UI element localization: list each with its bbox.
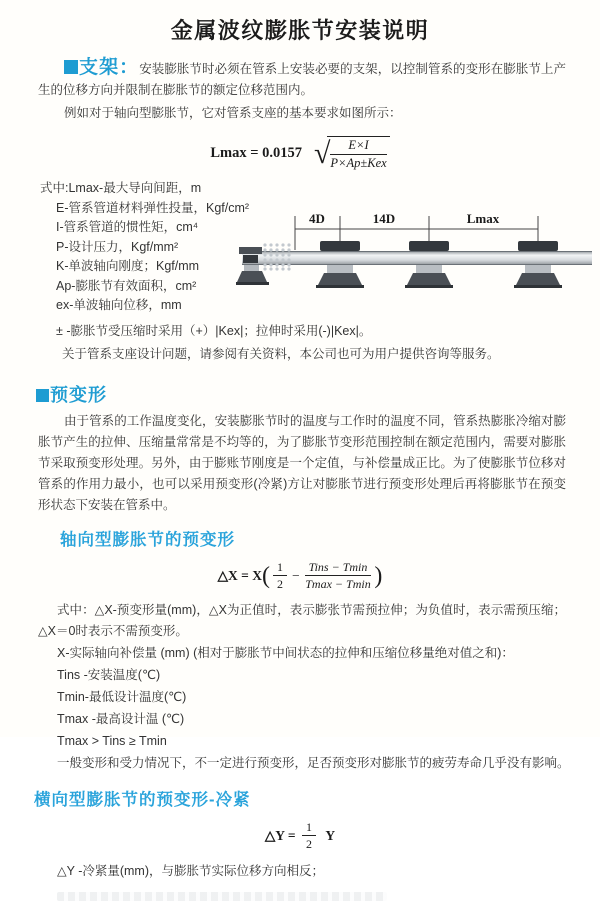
support-intro-text: 安装膨胀节时必须在管系上安装必要的支架，以控制管系的变形在膨胀节上产生的位移方向并限制在膨胀节的额定位移范围内。 xyxy=(38,62,566,97)
dim-label-14d: 14D xyxy=(372,211,396,226)
support-intro-paragraph xyxy=(38,57,566,101)
definition-line: K-单波轴向刚度；Kgf/mm xyxy=(56,259,200,273)
open-paren: ( xyxy=(261,562,270,589)
section-marker-square-icon xyxy=(36,389,49,402)
lmax-formula-lhs: Lmax = 0.0157 xyxy=(210,145,302,161)
predeform-body-text: 由于管系的工作温度变化，安装膨胀节时的温度与工作时的温度不同，管系热膨胀冷缩对膨胀节产生的拉伸、压缩量常常是不均等的，为了膨胀节变形范围控制在额定范围内，需要对膨胀节采取预变形处理。另外，由于膨账节刚度是一个定值，与补偿量成正比。为了使膨胀节位移对管系的作用力最小，也可以采用预变形(冷紧)方让对膨胀节进行预变形处理后再将膨胀节在预变形状态下安装在管系中。 xyxy=(38,414,566,512)
temp-denominator: Tmax − Tmin xyxy=(305,577,371,592)
axial-x-definition: X-实际轴向补偿量 (mm) (相对于膨胀节中间状态的拉伸和压缩位移量绝对值之和)： xyxy=(57,645,514,660)
lateral-y-definition: △Y -冷紧量(mm)，与膨胀节实际位移方向相反； xyxy=(57,863,325,878)
pipe-support-diagram-svg xyxy=(238,205,596,303)
faded-cutoff-text-line xyxy=(57,892,387,901)
section-marker-square-icon xyxy=(64,60,78,74)
axial-note: 一般变形和受力情况下，不一定进行预变形，足否预变形对膨胀节的疲劳寿命几乎没有影响。 xyxy=(57,755,570,770)
half-fraction xyxy=(273,560,287,592)
section-predeform-heading xyxy=(36,381,600,407)
minus-sign: − xyxy=(291,567,300,583)
lateral-formula xyxy=(0,820,600,852)
section-support-title: 支架： xyxy=(79,57,140,78)
definition-line: ex-单波轴向位移，mm xyxy=(56,298,182,312)
axial-subsection-heading: 轴向型膨胀节的预变形 xyxy=(60,531,235,549)
support-example-text: 例如对于轴向型膨胀节，它对管系支座的基本要求如图所示： xyxy=(64,106,402,120)
axial-formula xyxy=(0,560,600,592)
temp-definition: Tmin-最低设计温度(℃) xyxy=(57,689,187,704)
temperature-fraction xyxy=(305,560,372,592)
dim-label-lmax: Lmax xyxy=(466,211,500,226)
close-paren: ) xyxy=(374,562,383,589)
page-title: 金属波纹膨胀节安装说明 xyxy=(170,18,430,43)
lateral-formula-rhs: Y xyxy=(325,827,336,843)
half-numerator: 1 xyxy=(273,560,287,576)
temp-numerator: Tins − Tmin xyxy=(305,560,372,576)
definition-line: I-管系管道的惯性矩，cm⁴ xyxy=(56,220,199,234)
temp-inequality: Tmax > Tins ≥ Tmin xyxy=(57,733,167,748)
definition-line: 式中:Lmax-最大导向间距，m xyxy=(40,181,202,195)
definition-line: P-设计压力，Kgf/mm² xyxy=(56,239,179,254)
lateral-numerator: 1 xyxy=(302,820,316,836)
axial-formula-lhs: △X = X xyxy=(217,567,262,583)
definition-line: Ap-膨胀节有效面积，cm² xyxy=(56,278,197,293)
definition-line: E-管系管道材料弹性投量，Kgf/cm² xyxy=(56,200,250,215)
lmax-fraction-numerator: E×I xyxy=(330,138,386,155)
lmax-formula xyxy=(0,136,600,171)
axial-where-text: 式中：△X-预变形量(mm)，△X为正值时，表示膨张节需预拉伸；为负值时，表示需预压缩；△X＝0时表示不需预变形。 xyxy=(38,602,566,638)
section-predeform-title: 预变形 xyxy=(50,385,107,405)
pipe xyxy=(242,251,592,265)
temp-definition: Tmax -最高设计温 (℃) xyxy=(57,711,185,726)
plus-minus-note: ± -膨胀节受压缩时采用（+）|Kex|；拉伸时采用(-)|Kex|。 xyxy=(56,324,372,338)
lmax-fraction xyxy=(327,136,389,171)
temp-definition: Tins -安装温度(℃) xyxy=(57,667,161,682)
service-note: 关于管系支座设计问题，请参阅有关资料，本公司也可为用户提供咨询等服务。 xyxy=(62,347,500,361)
sqrt-radical xyxy=(314,136,390,171)
definitions-and-diagram xyxy=(40,179,600,319)
section-support-heading xyxy=(64,57,139,78)
dim-label-4d: 4D xyxy=(309,211,325,226)
half-denominator: 2 xyxy=(276,577,283,592)
lateral-half-fraction xyxy=(302,820,316,852)
pipe-support-diagram xyxy=(238,205,596,303)
lateral-denominator: 2 xyxy=(305,837,312,852)
lateral-formula-lhs: △Y = xyxy=(264,827,296,843)
lateral-subsection-heading: 横向型膨胀节的预变形-冷紧 xyxy=(34,790,251,809)
lmax-fraction-denominator: P×Ap±Kex xyxy=(330,156,387,170)
radical-sign-icon: √ xyxy=(313,137,331,170)
